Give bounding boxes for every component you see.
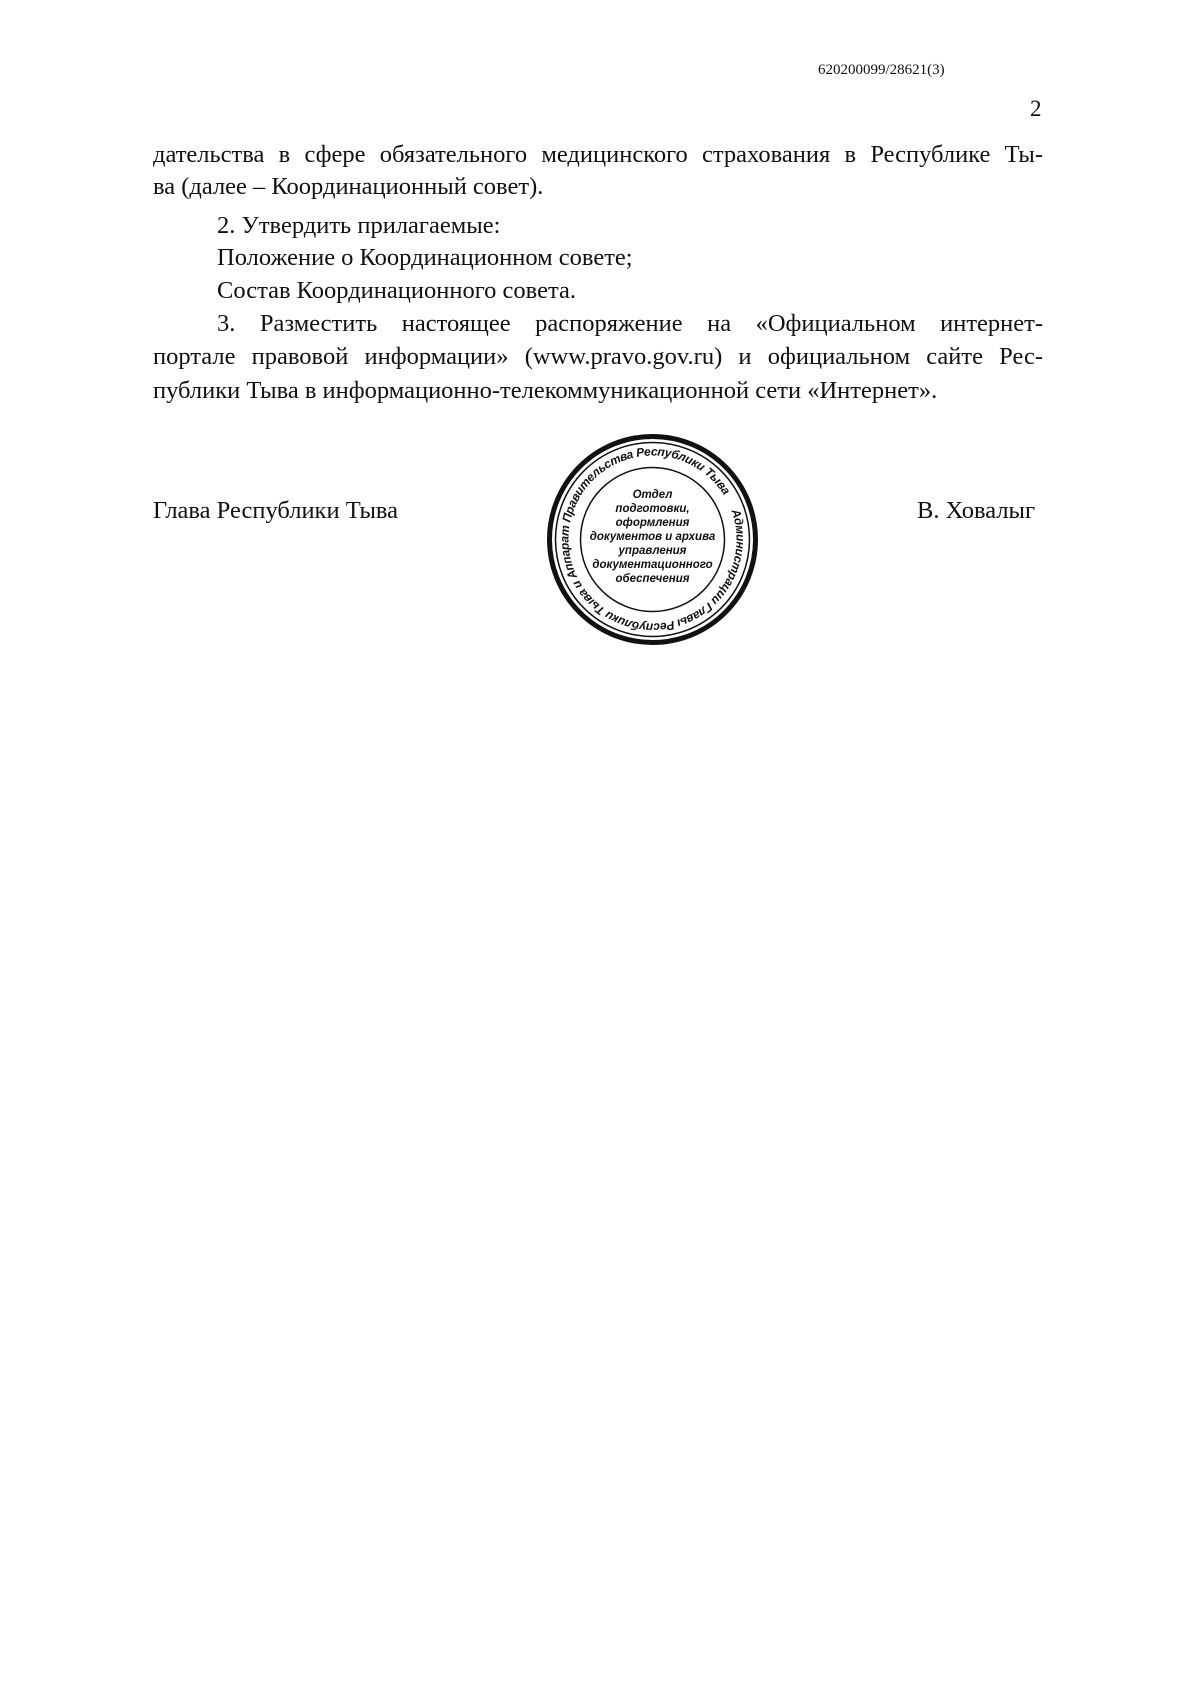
- paragraph-line: 3. Разместить настоящее распоряжение на «Официальном интернет-: [217, 310, 1043, 337]
- stamp-ring-text: Администрации Главы Республики Тыва и Аппарат Правительства Республики Тыва: [557, 444, 748, 635]
- stamp-center-line: Отдел: [632, 489, 673, 501]
- registration-number: 620200099/28621(3): [818, 62, 945, 78]
- page-number: 2: [1030, 96, 1042, 121]
- paragraph-line: Состав Координационного совета.: [217, 277, 576, 304]
- stamp-center-line: документационного: [592, 559, 713, 571]
- signatory-name: В. Ховалыг: [917, 497, 1036, 524]
- stamp-center-line: управления: [618, 545, 687, 557]
- paragraph-line: 2. Утвердить прилагаемые:: [217, 212, 501, 239]
- stamp-center-line: обеспечения: [615, 573, 690, 585]
- stamp-center-line: документов и архива: [589, 531, 716, 543]
- paragraph-line: Положение о Координационном совете;: [217, 244, 633, 271]
- paragraph-line: дательства в сфере обязательного медицинского страхования в Республике Ты-: [153, 141, 1043, 168]
- paragraph-line: портале правовой информации» (www.pravo.gov.ru) и официальном сайте Рес-: [153, 343, 1043, 370]
- signatory-position: Глава Республики Тыва: [153, 497, 399, 524]
- official-stamp: [545, 432, 760, 647]
- stamp-center-line: подготовки,: [615, 503, 690, 515]
- paragraph-line: публики Тыва в информационно-телекоммуникационной сети «Интернет».: [153, 377, 938, 404]
- paragraph-line: ва (далее – Координационный совет).: [153, 173, 544, 200]
- stamp-center-line: оформления: [615, 517, 690, 529]
